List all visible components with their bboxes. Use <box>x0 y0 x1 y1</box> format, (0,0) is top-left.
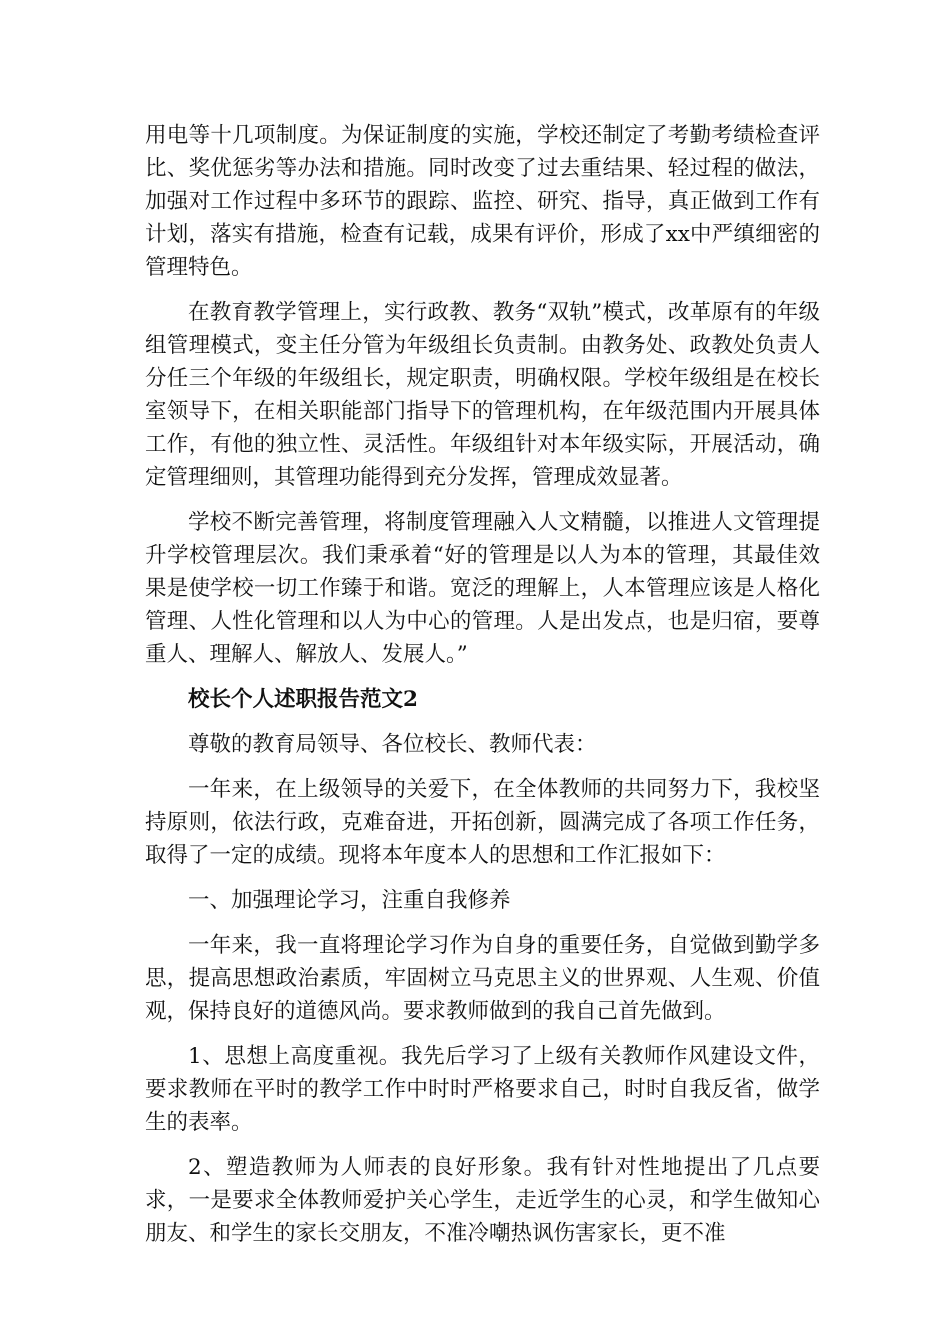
paragraph-theory-study: 一年来，我一直将理论学习作为自身的重要任务，自觉做到勤学多思，提高思想政治素质，牢固树立马克思主义的世界观、人生观、价值观，保持良好的道德风尚。要求教师做到的我自己首先做到。 <box>145 933 820 1024</box>
paragraph-grade-management: 在教育教学管理上，实行政教、教务“双轨”模式，改革原有的年级组管理模式，变主任分管为年级组长负责制。由教务处、政教处负责人分任三个年级的年级组长，规定职责，明确权限。学校年级组是在校长室领导下，在相关职能部门指导下的管理机构，在年级范围内开展具体工作，有他的独立性、灵活性。年级组针对本年级实际，开展活动，确定管理细则，其管理功能得到充分发挥，管理成效显著。 <box>145 300 820 490</box>
paragraph-salutation: 尊敬的教育局领导、各位校长、教师代表： <box>188 732 597 757</box>
paragraph-point-2: 2、塑造教师为人师表的良好形象。我有针对性地提出了几点要求，一是要求全体教师爱护关心学生，走近学生的心灵，和学生做知心朋友、和学生的家长交朋友，不准冷嘲热讽伤害家长，更不准 <box>145 1155 820 1246</box>
document-page <box>145 119 820 1262</box>
paragraph-introduction: 一年来，在上级领导的关爱下，在全体教师的共同努力下，我校坚持原则，依法行政，克难奋进，开拓创新，圆满完成了各项工作任务，取得了一定的成绩。现将本年度本人的思想和工作汇报如下： <box>145 777 820 868</box>
paragraph-subheading-theory: 一、加强理论学习，注重自我修养 <box>188 888 511 913</box>
section-heading: 校长个人述职报告范文2 <box>188 687 418 712</box>
paragraph-point-1: 1、思想上高度重视。我先后学习了上级有关教师作风建设文件，要求教师在平时的教学工作中时时严格要求自己，时时自我反省，做学生的表率。 <box>145 1044 820 1135</box>
paragraph-management-rules: 用电等十几项制度。为保证制度的实施，学校还制定了考勤考绩检查评比、奖优惩劣等办法和措施。同时改变了过去重结果、轻过程的做法，加强对工作过程中多环节的跟踪、监控、研究、指导，真正做到工作有计划，落实有措施，检查有记载，成果有评价，形成了xx中严缜细密的管理特色。 <box>145 123 820 280</box>
paragraph-humanistic-management: 学校不断完善管理，将制度管理融入人文精髓，以推进人文管理提升学校管理层次。我们秉承着“好的管理是以人为本的管理，其最佳效果是使学校一切工作臻于和谐。宽泛的理解上，人本管理应该是人格化管理、人性化管理和以人为中心的管理。人是出发点，也是归宿，要尊重人、理解人、解放人、发展人。” <box>145 510 820 667</box>
